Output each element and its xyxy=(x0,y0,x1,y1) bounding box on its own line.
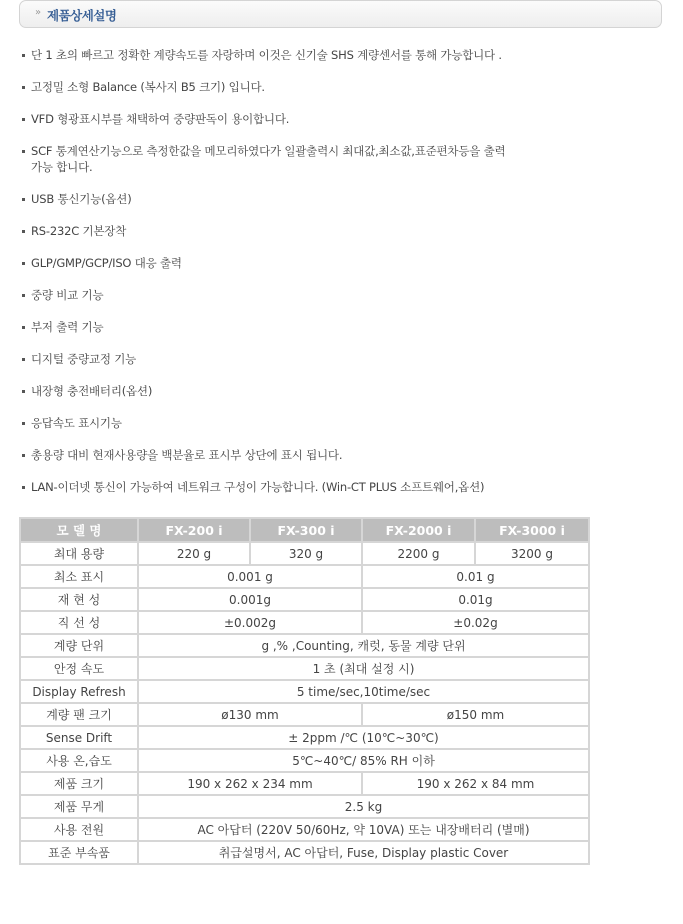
feature-item: LAN-이더넷 통신이 가능하여 네트워크 구성이 가능합니다. (Win-CT PLUS 소프트웨어,옵션) xyxy=(22,479,484,495)
feature-item: 내장형 충전배터리(옵션) xyxy=(22,383,152,399)
row-label: 표준 부속품 xyxy=(20,841,138,864)
row-label: 제품 무게 xyxy=(20,795,138,818)
table-row xyxy=(20,841,589,864)
feature-item: SCF 통계연산기능으로 측정한값을 메모리하였다가 일괄출력시 최대값,최소값,표준편차등을 출력 가능 합니다. xyxy=(22,143,505,175)
table-cell: 2.5 kg xyxy=(138,795,589,818)
row-label: Sense Drift xyxy=(20,726,138,749)
row-label: 최소 표시 xyxy=(20,565,138,588)
bullet-icon xyxy=(22,454,25,457)
table-row xyxy=(20,726,589,749)
table-row xyxy=(20,588,589,611)
header-fx200i: FX-200 i xyxy=(138,518,250,542)
table-cell: 190 x 262 x 234 mm xyxy=(138,772,362,795)
feature-item: 디지털 중량교정 기능 xyxy=(22,351,136,367)
row-label: 제품 크기 xyxy=(20,772,138,795)
table-row xyxy=(20,611,589,634)
row-label: 직 선 성 xyxy=(20,611,138,634)
section-title: 제품상세설명 xyxy=(47,8,117,23)
bullet-icon xyxy=(22,294,25,297)
table-cell: ø150 mm xyxy=(362,703,589,726)
row-label: 사용 전원 xyxy=(20,818,138,841)
table-cell: 5 time/sec,10time/sec xyxy=(138,680,589,703)
bullet-icon xyxy=(22,230,25,233)
table-cell: 2200 g xyxy=(362,542,475,565)
table-row xyxy=(20,818,589,841)
table-cell: ø130 mm xyxy=(138,703,362,726)
table-cell: g ,% ,Counting, 캐럿, 동물 계량 단위 xyxy=(138,634,589,657)
row-label: 안정 속도 xyxy=(20,657,138,680)
table-cell: 220 g xyxy=(138,542,250,565)
feature-item: RS-232C 기본장착 xyxy=(22,223,126,239)
table-cell: 취급설명서, AC 아답터, Fuse, Display plastic Cover xyxy=(138,841,589,864)
header-fx2000i: FX-2000 i xyxy=(362,518,475,542)
table-row xyxy=(20,634,589,657)
row-label: 사용 온,습도 xyxy=(20,749,138,772)
row-label: 최대 용량 xyxy=(20,542,138,565)
table-cell: 5℃~40℃/ 85% RH 이하 xyxy=(138,749,589,772)
table-row xyxy=(20,657,589,680)
table-row xyxy=(20,749,589,772)
table-cell: 3200 g xyxy=(475,542,589,565)
feature-item: 부저 출력 기능 xyxy=(22,319,103,335)
feature-item: 응답속도 표시기능 xyxy=(22,415,122,431)
feature-item: 단 1 초의 빠르고 정확한 계량속도를 자랑하며 이것은 신기술 SHS 계량센서를 통해 가능합니다 . xyxy=(22,47,502,63)
table-row xyxy=(20,680,589,703)
bullet-icon xyxy=(22,118,25,121)
feature-item: 중량 비교 기능 xyxy=(22,287,103,303)
table-cell: ± 2ppm /℃ (10℃~30℃) xyxy=(138,726,589,749)
table-cell: 0.01 g xyxy=(362,565,589,588)
table-row xyxy=(20,565,589,588)
feature-item: 총용량 대비 현재사용량을 백분율로 표시부 상단에 표시 됩니다. xyxy=(22,447,342,463)
table-cell: 1 초 (최대 설정 시) xyxy=(138,657,589,680)
bullet-icon xyxy=(22,326,25,329)
row-label: 계량 단위 xyxy=(20,634,138,657)
bullet-icon xyxy=(22,54,25,57)
row-label: 재 현 성 xyxy=(20,588,138,611)
table-row xyxy=(20,795,589,818)
row-label: 계량 팬 크기 xyxy=(20,703,138,726)
table-cell: ±0.002g xyxy=(138,611,362,634)
table-cell: AC 아답터 (220V 50/60Hz, 약 10VA) 또는 내장배터리 (별매) xyxy=(138,818,589,841)
header-fx300i: FX-300 i xyxy=(250,518,362,542)
bullet-icon xyxy=(22,86,25,89)
feature-item: USB 통신기능(옵션) xyxy=(22,191,132,207)
table-row xyxy=(20,703,589,726)
bullet-icon xyxy=(22,262,25,265)
table-header-row xyxy=(20,518,589,542)
chevron-right-icon: » xyxy=(35,7,42,18)
table-cell: 320 g xyxy=(250,542,362,565)
table-cell: 0.01g xyxy=(362,588,589,611)
feature-continuation: 가능 합니다. xyxy=(31,160,93,174)
header-model: 모 델 명 xyxy=(20,518,138,542)
bullet-icon xyxy=(22,486,25,489)
table-cell: 0.001 g xyxy=(138,565,362,588)
table-row xyxy=(20,772,589,795)
table-row xyxy=(20,542,589,565)
row-label: Display Refresh xyxy=(20,680,138,703)
feature-item: VFD 형광표시부를 채택하여 중량판독이 용이합니다. xyxy=(22,111,289,127)
section-header xyxy=(19,0,662,28)
table-cell: 0.001g xyxy=(138,588,362,611)
spec-table xyxy=(19,517,590,865)
table-cell: ±0.02g xyxy=(362,611,589,634)
bullet-icon xyxy=(22,150,25,153)
table-cell: 190 x 262 x 84 mm xyxy=(362,772,589,795)
feature-item: 고정밀 소형 Balance (복사지 B5 크기) 입니다. xyxy=(22,79,265,95)
bullet-icon xyxy=(22,358,25,361)
feature-item: GLP/GMP/GCP/ISO 대응 출력 xyxy=(22,255,182,271)
bullet-icon xyxy=(22,390,25,393)
bullet-icon xyxy=(22,198,25,201)
header-fx3000i: FX-3000 i xyxy=(475,518,589,542)
bullet-icon xyxy=(22,422,25,425)
